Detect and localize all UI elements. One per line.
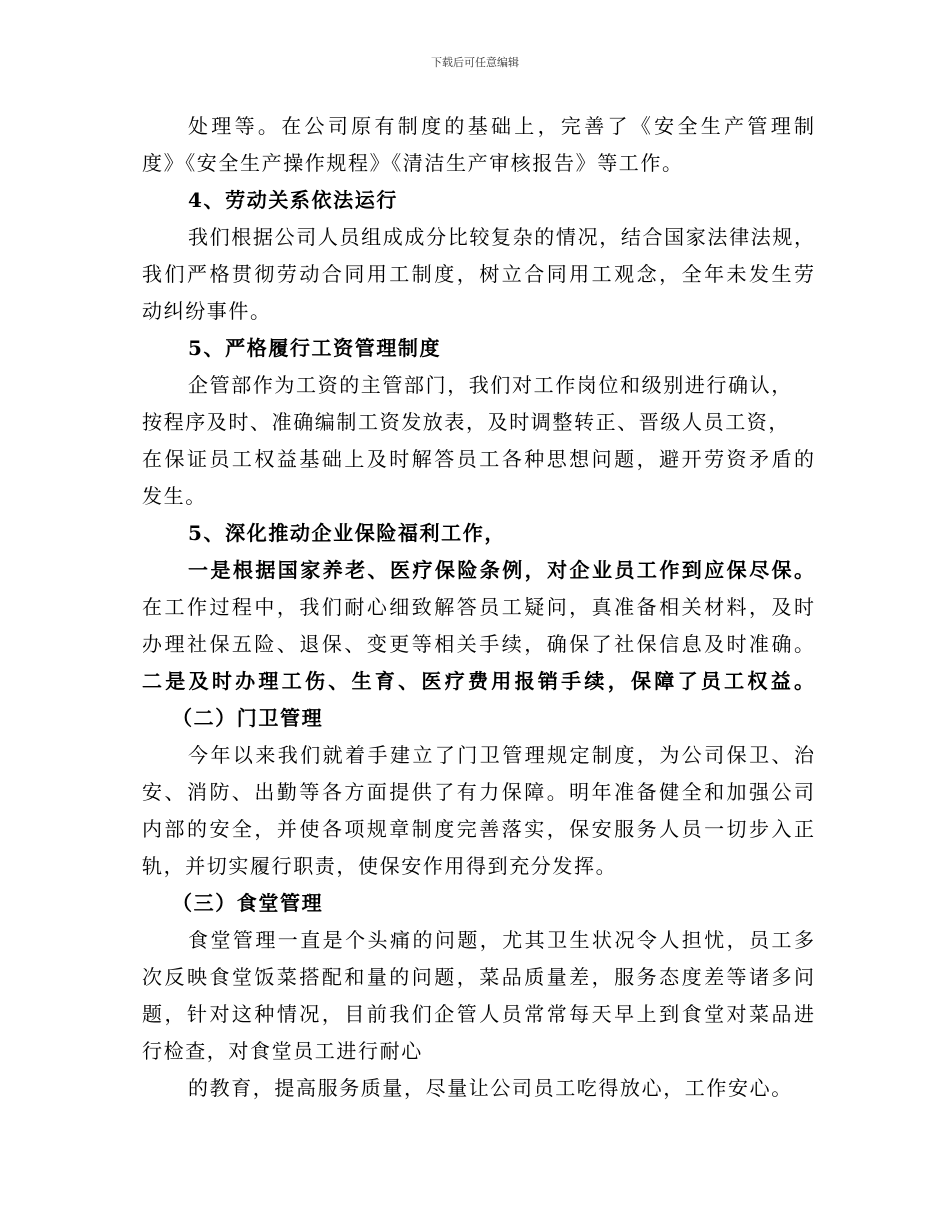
- section-heading: 5、严格履行工资管理制度: [188, 336, 442, 360]
- paragraph-line: 食堂管理一直是个头痛的问题，尤其卫生状况令人担忧，员工多: [188, 928, 814, 952]
- paragraph-line: 行检查，对食堂员工进行耐心: [142, 1039, 423, 1063]
- section-heading: 4、劳动关系依法运行: [188, 188, 398, 212]
- paragraph-line: 处理等。在公司原有制度的基础上，完善了《安全生产管理制: [188, 114, 814, 138]
- paragraph-line: 度》《安全生产操作规程》《清洁生产审核报告》等工作。: [142, 151, 684, 175]
- paragraph-line: 安、消防、出勤等各方面提供了有力保障。明年准备健全和加强公司: [142, 780, 814, 804]
- page-header: 下载后可任意编辑: [431, 56, 519, 69]
- paragraph-line: 内部的安全，并使各项规章制度完善落实，保安服务人员一切步入正: [142, 817, 814, 841]
- section-heading: （三）食堂管理: [172, 891, 324, 915]
- section-heading: （二）门卫管理: [172, 706, 324, 730]
- paragraph-line: 企管部作为工资的主管部门，我们对工作岗位和级别进行确认，: [188, 373, 793, 397]
- paragraph-line: 按程序及时、准确编制工资发放表，及时调整转正、晋级人员工资，: [142, 410, 790, 434]
- paragraph-line: 的教育，提高服务质量，尽量让公司员工吃得放心，工作安心。: [188, 1076, 793, 1100]
- paragraph-line: 次反映食堂饭菜搭配和量的问题，菜品质量差，服务态度差等诸多问: [142, 965, 814, 989]
- document-body: [142, 108, 814, 1107]
- paragraph-line-bold: 一是根据国家养老、医疗保险条例，对企业员工作到应保尽保。: [188, 558, 814, 582]
- paragraph-line: 在保证员工权益基础上及时解答员工各种思想问题，避开劳资矛盾的: [142, 447, 814, 471]
- paragraph-line: 在工作过程中，我们耐心细致解答员工疑问，真准备相关材料，及时: [142, 595, 814, 619]
- paragraph-line: 动纠纷事件。: [142, 299, 272, 323]
- paragraph-line: 今年以来我们就着手建立了门卫管理规定制度，为公司保卫、治: [188, 743, 814, 767]
- paragraph-line-bold: 二是及时办理工伤、生育、医疗费用报销手续，保障了员工权益。: [142, 669, 814, 693]
- paragraph-line: 我们严格贯彻劳动合同用工制度，树立合同用工观念，全年未发生劳: [142, 262, 814, 286]
- paragraph-line: 发生。: [142, 484, 207, 508]
- paragraph-line: 轨，并切实履行职责，使保安作用得到充分发挥。: [142, 854, 618, 878]
- paragraph-line: 我们根据公司人员组成成分比较复杂的情况，结合国家法律法规，: [188, 225, 814, 249]
- paragraph-line: 办理社保五险、退保、变更等相关手续，确保了社保信息及时准确。: [142, 632, 814, 656]
- paragraph-line: 题，针对这种情况，目前我们企管人员常常每天早上到食堂对菜品进: [142, 1002, 814, 1026]
- section-heading: 5、深化推动企业保险福利工作，: [188, 521, 506, 545]
